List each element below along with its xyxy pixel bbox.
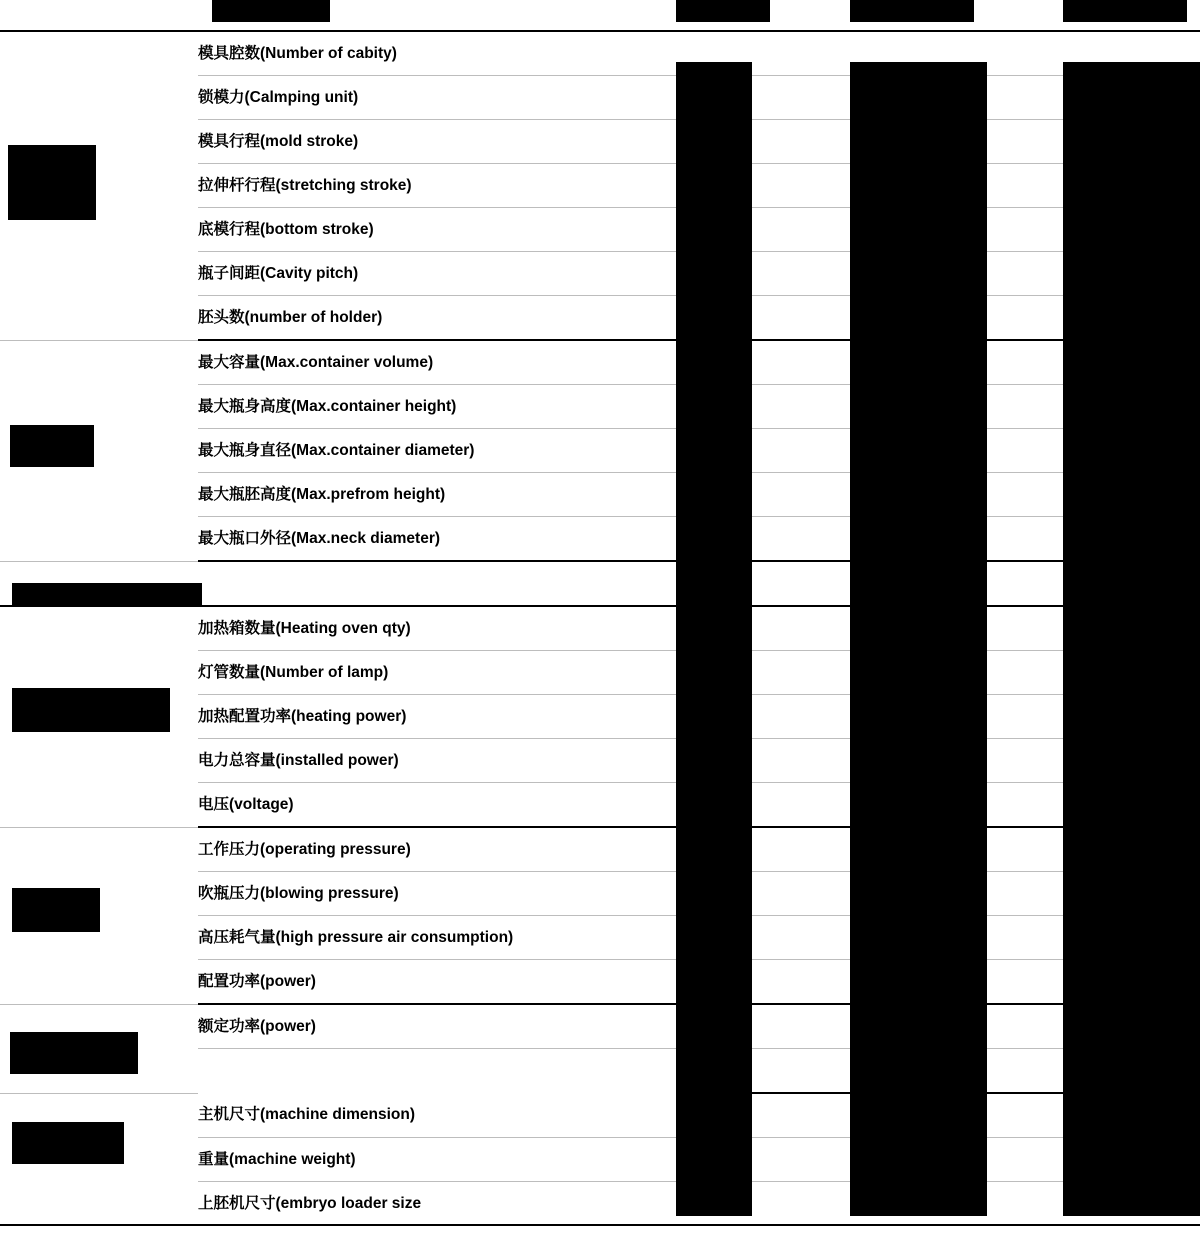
row-item-label: 最大瓶身高度(Max.container height) <box>198 385 676 429</box>
table-row <box>0 1004 1200 1049</box>
row-item-label: 重量(machine weight) <box>198 1138 676 1182</box>
row-item-label: 电压(voltage) <box>198 783 676 828</box>
row-item-label: 上胚机尺寸(embryo loader size <box>198 1194 422 1212</box>
table-row <box>0 606 1200 651</box>
table-row <box>0 340 1200 385</box>
row-item-label: 锁模力(Calmping unit) <box>198 76 676 120</box>
header-group-cell <box>0 0 198 31</box>
row-item-label: 吹瓶压力(blowing pressure) <box>198 872 676 916</box>
row-item-label: 模具行程(mold stroke) <box>198 120 676 164</box>
row-item-label: 模具腔数(Number of cabity) <box>198 31 676 76</box>
redaction-group-label-1 <box>8 145 96 220</box>
row-item-label: 最大容量(Max.container volume) <box>198 340 676 385</box>
table-row <box>0 31 1200 76</box>
table-row <box>0 827 1200 872</box>
row-item-label: 工作压力(operating pressure) <box>198 827 676 872</box>
table-header-row <box>0 0 1200 31</box>
redaction-group-label-4 <box>12 688 170 732</box>
redaction-group-label-7 <box>12 1122 124 1164</box>
row-item-label: 底模行程(bottom stroke) <box>198 208 676 252</box>
row-item-label: 高压耗气量(high pressure air consumption) <box>198 916 676 960</box>
row-item-label: 最大瓶胚高度(Max.prefrom height) <box>198 473 676 517</box>
redaction-value-column-1 <box>850 62 987 1216</box>
row-item-label: 配置功率(power) <box>198 960 676 1005</box>
row-item-label: 胚头数(number of holder) <box>198 296 676 341</box>
row-item-label: 额定功率(power) <box>198 1004 676 1049</box>
table-bottom-rule <box>0 1224 1200 1226</box>
redaction-group-label-2 <box>10 425 94 467</box>
row-item-label: 加热箱数量(Heating oven qty) <box>198 606 676 651</box>
row-item-label: 主机尺寸(machine dimension) <box>198 1093 676 1138</box>
redaction-header-unit <box>676 0 770 22</box>
row-item-label <box>198 1049 676 1094</box>
redaction-group-label-6 <box>10 1032 138 1074</box>
redaction-header-item <box>212 0 330 22</box>
row-item-label: 灯管数量(Number of lamp) <box>198 651 676 695</box>
row-item-label: 加热配置功率(heating power) <box>198 695 676 739</box>
row-item-label: 最大瓶口外径(Max.neck diameter) <box>198 517 676 562</box>
redaction-group-label-5 <box>12 888 100 932</box>
redaction-value-column-2 <box>1063 62 1200 1216</box>
redaction-header-model-2 <box>1063 0 1187 22</box>
table-row <box>0 1093 1200 1138</box>
redaction-group-label-3 <box>12 583 202 605</box>
row-item-label: 拉伸杆行程(stretching stroke) <box>198 164 676 208</box>
redaction-unit-column <box>676 62 752 1216</box>
row-item-label: 最大瓶身直径(Max.container diameter) <box>198 429 676 473</box>
redaction-header-model-1 <box>850 0 974 22</box>
row-item-label: 电力总容量(installed power) <box>198 739 676 783</box>
row-item-label: 瓶子间距(Cavity pitch) <box>198 252 676 296</box>
